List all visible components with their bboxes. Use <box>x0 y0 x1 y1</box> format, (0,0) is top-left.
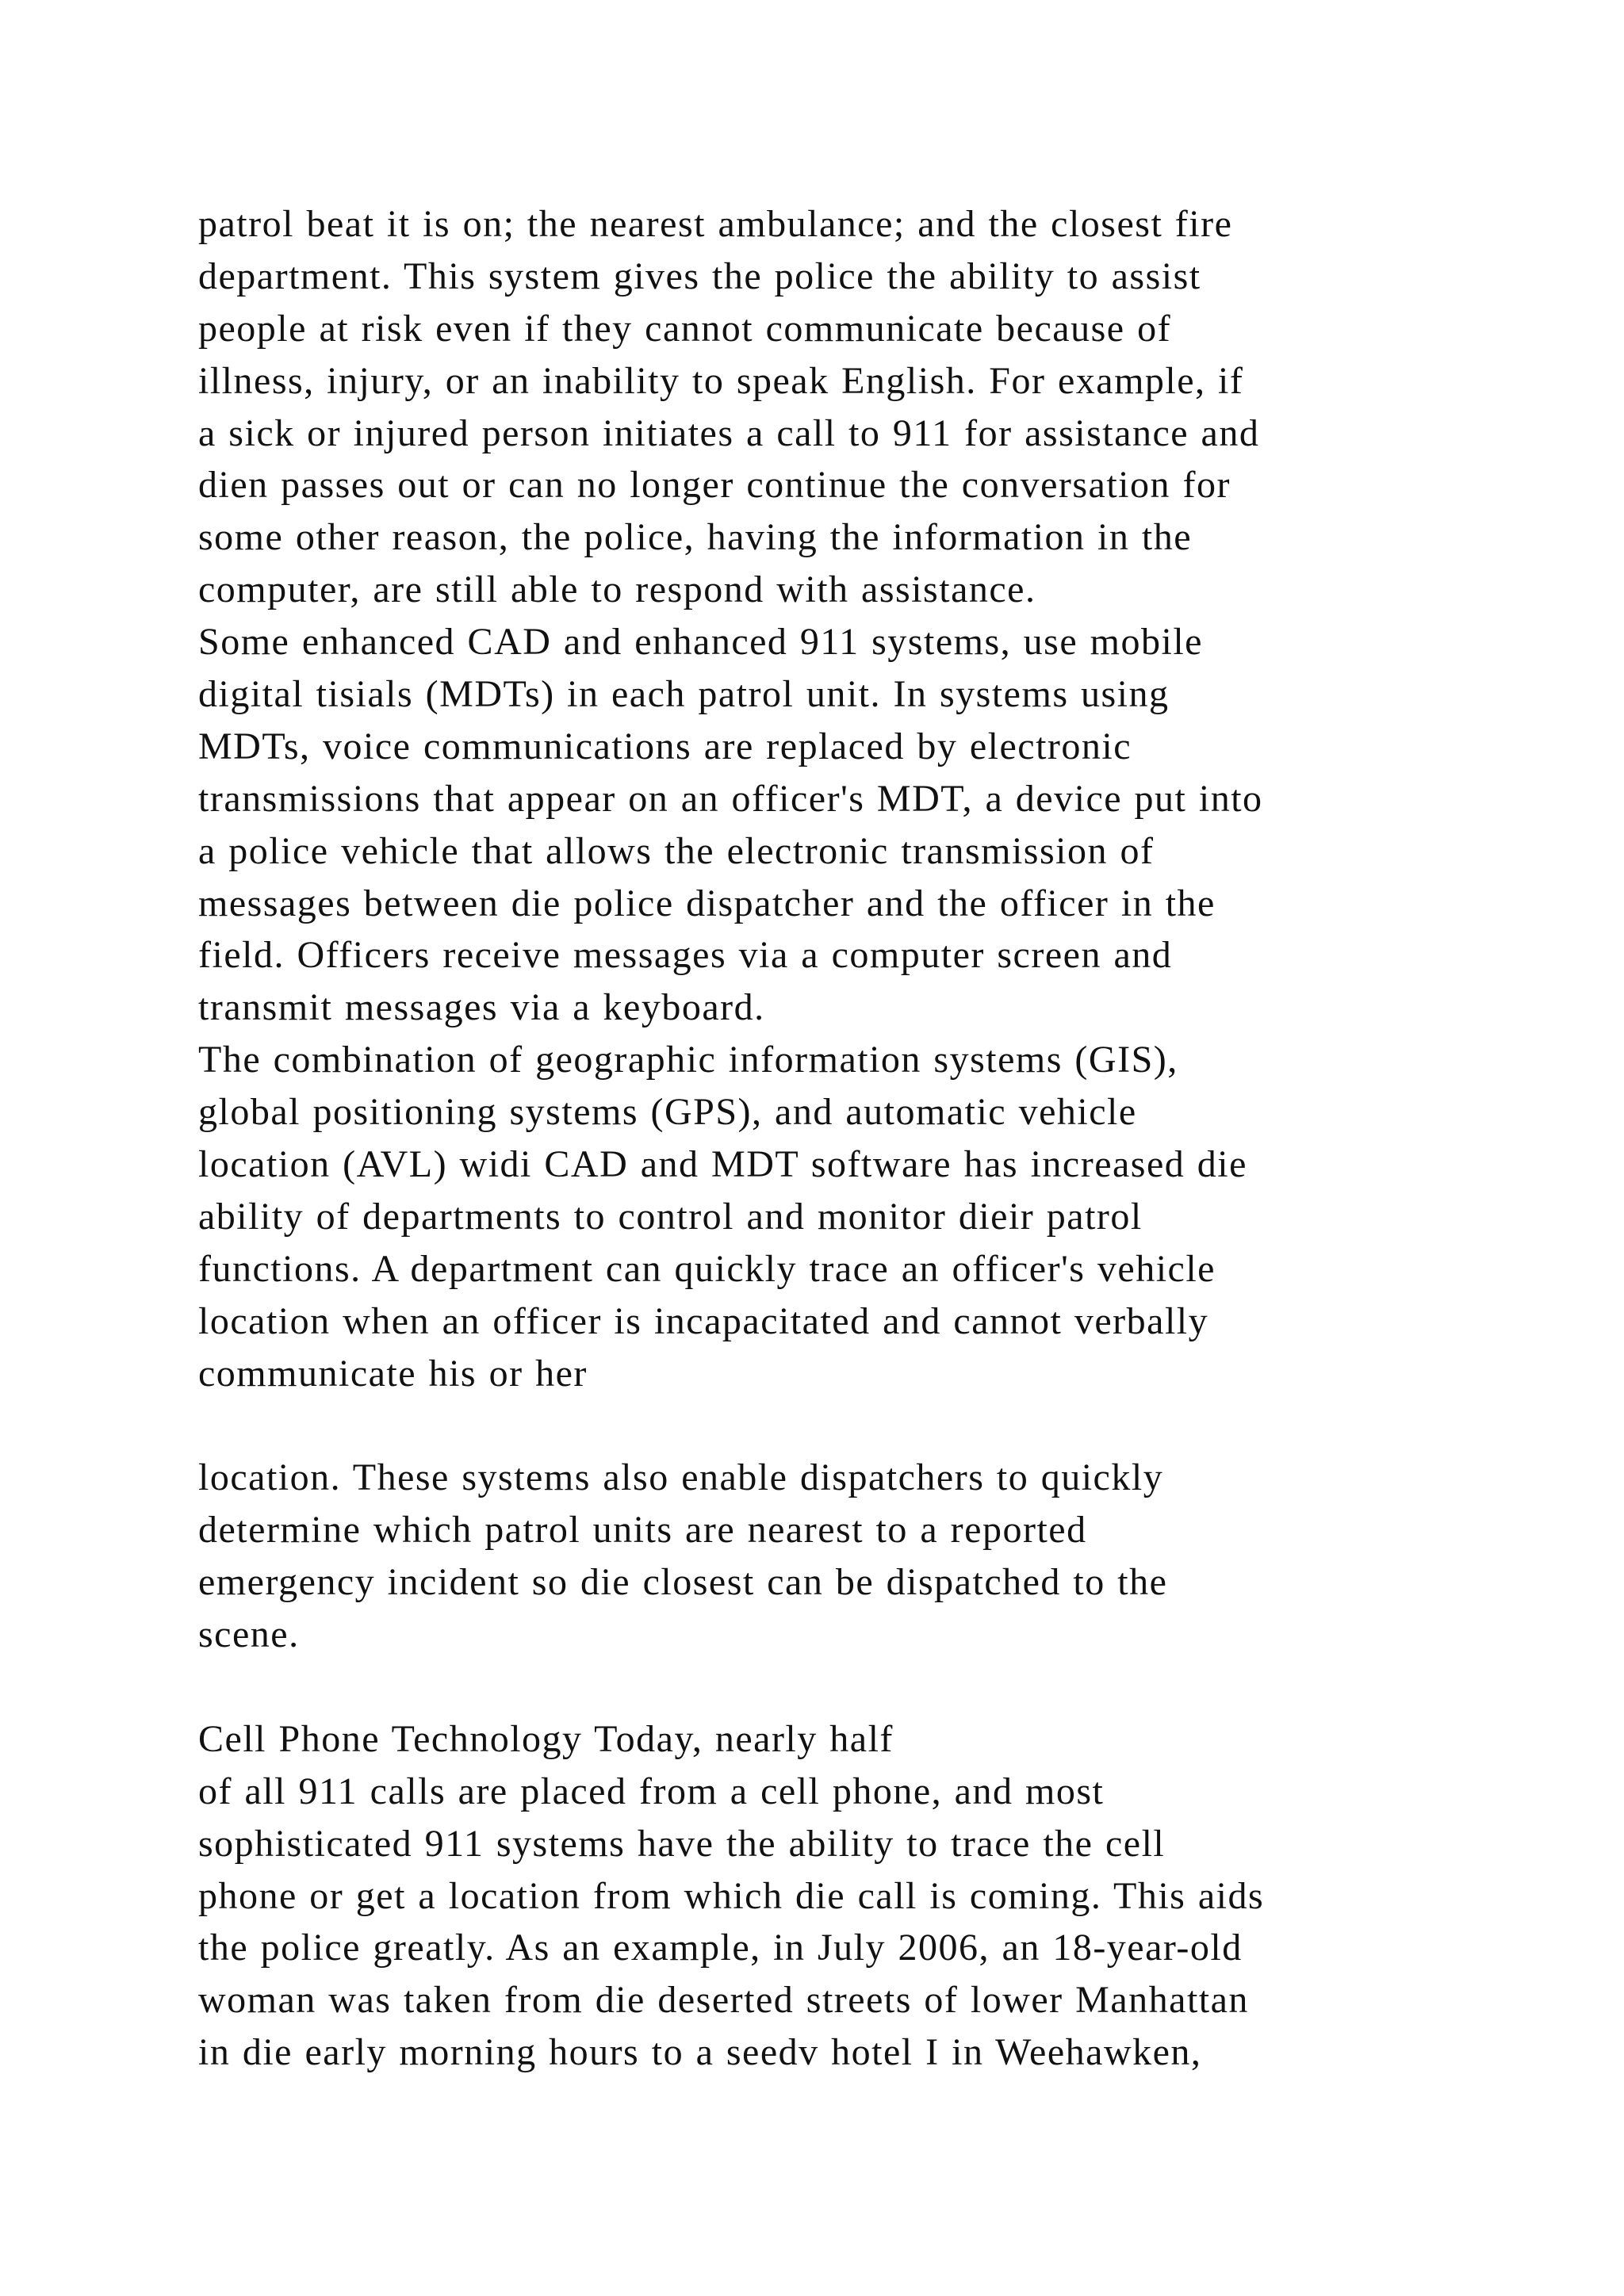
text-line: functions. A department can quickly trace an officer's vehicle <box>198 1247 1216 1290</box>
text-line: people at risk even if they cannot communicate because of <box>198 307 1172 350</box>
text-line: location when an officer is incapacitated and cannot verbally <box>198 1299 1209 1342</box>
body-text <box>198 198 1467 2079</box>
blank-line <box>198 1399 1467 1452</box>
text-line: transmissions that appear on an officer's MDT, a device put into <box>198 777 1263 820</box>
text-line: dien passes out or can no longer continue the conversation for <box>198 464 1231 507</box>
text-line: in die early morning hours to a seedv hotel I in Weehawken, <box>198 2031 1202 2074</box>
text-line: communicate his or her <box>198 1352 588 1395</box>
text-line: some other reason, the police, having the information in the <box>198 516 1193 559</box>
text-line: of all 911 calls are placed from a cell phone, and most <box>198 1770 1105 1812</box>
text-line: transmit messages via a keyboard. <box>198 986 765 1029</box>
text-line: ability of departments to control and monitor dieir patrol <box>198 1195 1143 1238</box>
text-line: sophisticated 911 systems have the ability to trace the cell <box>198 1822 1166 1865</box>
text-line: illness, injury, or an inability to speak English. For example, if <box>198 359 1244 402</box>
text-line: digital tisials (MDTs) in each patrol unit. In systems using <box>198 673 1170 716</box>
text-line: Cell Phone Technology Today, nearly half <box>198 1717 894 1760</box>
text-line: location (AVL) widi CAD and MDT software has increased die <box>198 1143 1247 1186</box>
text-line: woman was taken from die deserted streets of lower Manhattan <box>198 1979 1249 2022</box>
text-line: department. This system gives the police the ability to assist <box>198 254 1201 297</box>
text-line: The combination of geographic information systems (GIS), <box>198 1039 1178 1081</box>
text-line: patrol beat it is on; the nearest ambulance; and the closest fire <box>198 203 1233 245</box>
text-line: determine which patrol units are nearest to a reported <box>198 1509 1087 1552</box>
text-line: a police vehicle that allows the electronic transmission of <box>198 829 1155 872</box>
text-line: field. Officers receive messages via a computer screen and <box>198 934 1173 977</box>
text-line: a sick or injured person initiates a call to 911 for assistance and <box>198 411 1260 454</box>
blank-line <box>198 1661 1467 1713</box>
text-line: phone or get a location from which die call is coming. This aids <box>198 1874 1265 1917</box>
text-line: emergency incident so die closest can be dispatched to the <box>198 1561 1168 1604</box>
text-line: MDTs, voice communications are replaced by electronic <box>198 725 1132 767</box>
text-line: the police greatly. As an example, in July 2006, an 18-year-old <box>198 1927 1243 1969</box>
text-line: scene. <box>198 1613 300 1656</box>
text-line: messages between die police dispatcher and the officer in the <box>198 882 1216 924</box>
text-line: location. These systems also enable dispatchers to quickly <box>198 1456 1164 1499</box>
text-line: computer, are still able to respond with assistance. <box>198 568 1036 611</box>
text-line: Some enhanced CAD and enhanced 911 systems, use mobile <box>198 621 1203 664</box>
text-line: global positioning systems (GPS), and automatic vehicle <box>198 1091 1137 1134</box>
